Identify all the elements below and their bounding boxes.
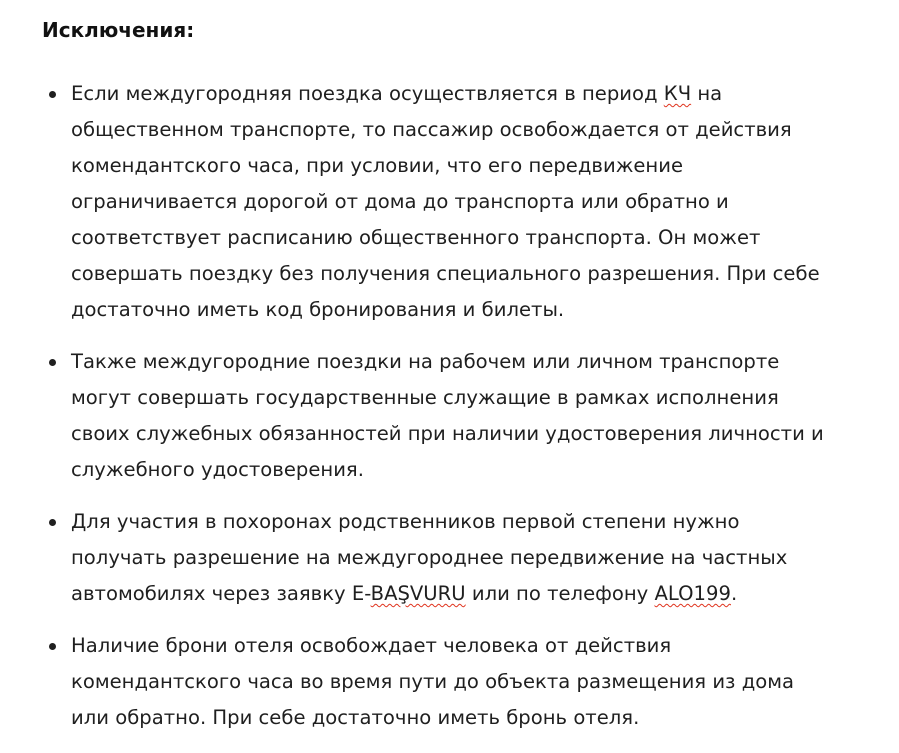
- list-item-line: [71, 452, 879, 488]
- list-item-line: [71, 628, 879, 664]
- list-item-line: [71, 256, 879, 292]
- list-item-line: [71, 112, 879, 148]
- list-item-line: [71, 184, 879, 220]
- text-segment: на: [691, 82, 723, 105]
- text-segment: или по телефону: [465, 582, 655, 605]
- text-segment: Наличие брони отеля освобождает человека от действия: [71, 634, 672, 657]
- text-segment: своих служебных обязанностей при наличии удостоверения личности и: [71, 422, 824, 445]
- text-segment: общественном транспорте, то пассажир освобождается от действия: [71, 118, 792, 141]
- bullet-icon: [49, 359, 56, 366]
- list-item-line: [71, 664, 879, 700]
- list-item: [0, 504, 899, 612]
- spellcheck-flagged-word: BAŞVURU: [370, 582, 466, 605]
- list-item-line: [71, 540, 879, 576]
- text-segment: Для участия в похоронах родственников первой степени нужно: [71, 510, 740, 533]
- spellcheck-flagged-word: КЧ: [663, 82, 692, 105]
- text-segment: Также междугородние поездки на рабочем или личном транспорте: [71, 350, 780, 373]
- section-heading: Исключения:: [42, 18, 195, 42]
- text-segment: автомобилях через заявку E-: [71, 582, 371, 605]
- list-item-line: [71, 380, 879, 416]
- list-item: [0, 344, 899, 488]
- text-segment: могут совершать государственные служащие в рамках исполнения: [71, 386, 779, 409]
- text-segment: комендантского часа во время пути до объекта размещения из дома: [71, 670, 795, 693]
- text-segment: получать разрешение на междугороднее передвижение на частных: [71, 546, 788, 569]
- text-segment: .: [730, 582, 738, 605]
- text-segment: служебного удостоверения.: [71, 458, 364, 481]
- list-item-line: [71, 416, 879, 452]
- text-segment: Если междугородняя поездка осуществляется в период: [71, 82, 664, 105]
- text-segment: соответствует расписанию общественного транспорта. Он может: [71, 226, 761, 249]
- bullet-icon: [49, 91, 56, 98]
- text-segment: комендантского часа, при условии, что его передвижение: [71, 154, 683, 177]
- text-segment: ограничивается дорогой от дома до транспорта или обратно и: [71, 190, 729, 213]
- bullet-icon: [49, 643, 56, 650]
- bullet-icon: [49, 519, 56, 526]
- exceptions-list: [0, 76, 899, 736]
- text-segment: достаточно иметь код бронирования и билеты.: [71, 298, 565, 321]
- list-item-line: [71, 576, 879, 612]
- text-segment: или обратно. При себе достаточно иметь бронь отеля.: [71, 706, 640, 729]
- list-item-line: [71, 148, 879, 184]
- list-item: [0, 628, 899, 736]
- list-item-line: [71, 220, 879, 256]
- list-item: [0, 76, 899, 328]
- list-item-line: [71, 344, 879, 380]
- list-item-line: [71, 504, 879, 540]
- list-item-line: [71, 700, 879, 736]
- spellcheck-flagged-word: ALO199: [654, 582, 731, 605]
- text-segment: совершать поездку без получения специального разрешения. При себе: [71, 262, 820, 285]
- list-item-line: [71, 292, 879, 328]
- list-item-line: [71, 76, 879, 112]
